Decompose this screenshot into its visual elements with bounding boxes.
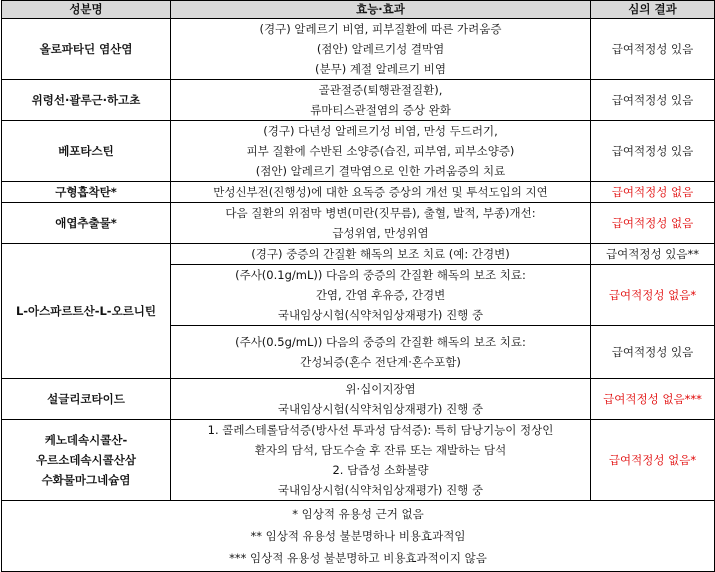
table-row — [2, 244, 715, 265]
footnote-line: ** 임상적 유용성 불분명하나 비용효과적임 — [250, 529, 466, 543]
result-cell: 급여적정성 없음 — [591, 182, 715, 203]
table-row — [2, 80, 715, 121]
effect-line: (경구) 다년성 알레르기성 비염, 만성 두드러기, — [263, 124, 498, 138]
table-row — [2, 182, 715, 203]
effect-line: 1. 콜레스테롤담석증(방사선 투과성 담석증): 특히 담낭기능이 정상인 — [207, 423, 554, 437]
result-cell: 급여적정성 없음 — [591, 203, 715, 244]
effect-cell — [171, 80, 591, 121]
effect-line: 만성신부전(진행성)에 대한 요독증 증상의 개선 및 투석도입의 지연 — [213, 185, 548, 199]
ingredient-name-line: 수화물마그네슘염 — [41, 473, 131, 487]
header-effect: 효능·효과 — [171, 1, 591, 19]
table-row — [2, 379, 715, 420]
effect-line: 급성위염, 만성위염 — [332, 226, 429, 240]
effect-line: 국내임상시험(식약처임상재평가) 진행 중 — [277, 308, 484, 322]
ingredient-name: 구형흡착탄* — [2, 182, 171, 203]
effect-line: 간성뇌증(혼수 전단계·혼수포함) — [300, 355, 461, 369]
result-cell: 급여적정성 있음 — [591, 326, 715, 379]
effect-line: (점안) 알레르기 결막염으로 인한 가려움증의 치료 — [255, 164, 506, 178]
ingredient-name — [2, 420, 171, 501]
ingredient-name: 위령선·괄루근·하고초 — [2, 80, 171, 121]
header-row — [2, 1, 715, 19]
table-row — [2, 121, 715, 182]
effect-line: (주사(0.5g/mL)) 다음의 중증의 간질환 해독의 보조 치료: — [235, 335, 526, 349]
effect-cell — [171, 19, 591, 80]
table-row — [2, 19, 715, 80]
effect-line: (점안) 알레르기성 결막염 — [316, 42, 445, 56]
effect-line: 간염, 간염 후유증, 간경변 — [315, 288, 446, 302]
effect-line: 국내임상시험(식약처임상재평가) 진행 중 — [277, 483, 484, 497]
result-cell: 급여적정성 없음*** — [591, 379, 715, 420]
header-name: 성분명 — [2, 1, 171, 19]
effect-cell — [171, 182, 591, 203]
effect-line: 골관절증(퇴행관절질환), — [318, 83, 443, 97]
effect-line: 류마티스관절염의 증상 완화 — [310, 103, 451, 117]
effect-line: (경구) 중증의 간질환 해독의 보조 치료 (예: 간경변) — [251, 247, 510, 261]
result-cell: 급여적정성 있음** — [591, 244, 715, 265]
footnote-line: * 임상적 유용성 근거 없음 — [292, 507, 424, 521]
ingredient-name: 올로파타딘 염산염 — [2, 19, 171, 80]
effect-cell — [171, 379, 591, 420]
ingredient-name-line: 케노데속시콜산- — [44, 433, 128, 447]
ingredient-name: 베포타스틴 — [2, 121, 171, 182]
effect-line: 환자의 담석, 담도수술 후 잔류 또는 재발하는 담석 — [254, 443, 507, 457]
effect-line: 다음 질환의 위점막 병변(미란(짓무름), 출혈, 발적, 부종)개선: — [225, 206, 536, 220]
table-row — [2, 420, 715, 501]
effect-cell — [171, 244, 591, 265]
ingredient-name-line: 우르소데속시콜산삼 — [36, 453, 136, 467]
effect-line: (분무) 계절 알레르기 비염 — [314, 62, 447, 76]
header-result: 심의 결과 — [591, 1, 715, 19]
ingredient-name: L-아스파르트산-L-오르니틴 — [2, 244, 171, 379]
effect-line: 국내임상시험(식약처임상재평가) 진행 중 — [277, 402, 484, 416]
ingredient-name: 애엽추출물* — [2, 203, 171, 244]
drug-review-table — [1, 0, 715, 572]
effect-cell — [171, 203, 591, 244]
ingredient-name: 설글리코타이드 — [2, 379, 171, 420]
result-cell: 급여적정성 있음 — [591, 121, 715, 182]
effect-line: 위·십이지장염 — [345, 382, 416, 396]
table-row — [2, 203, 715, 244]
result-cell: 급여적정성 없음* — [591, 265, 715, 326]
effect-cell — [171, 326, 591, 379]
effect-line: (경구) 알레르기 비염, 피부질환에 따른 가려움증 — [259, 22, 502, 36]
footnote-line: *** 임상적 유용성 불분명하고 비용효과적이지 않음 — [229, 551, 487, 565]
result-cell: 급여적정성 있음 — [591, 19, 715, 80]
result-cell: 급여적정성 없음* — [591, 420, 715, 501]
effect-cell — [171, 121, 591, 182]
effect-cell — [171, 265, 591, 326]
effect-line: 피부 질환에 수반된 소양증(습진, 피부염, 피부소양증) — [246, 144, 515, 158]
effect-line: (주사(0.1g/mL)) 다음의 중증의 간질환 해독의 보조 치료: — [235, 268, 526, 282]
effect-cell — [171, 420, 591, 501]
result-cell: 급여적정성 있음 — [591, 80, 715, 121]
effect-line: 2. 담즙성 소화불량 — [332, 463, 429, 477]
